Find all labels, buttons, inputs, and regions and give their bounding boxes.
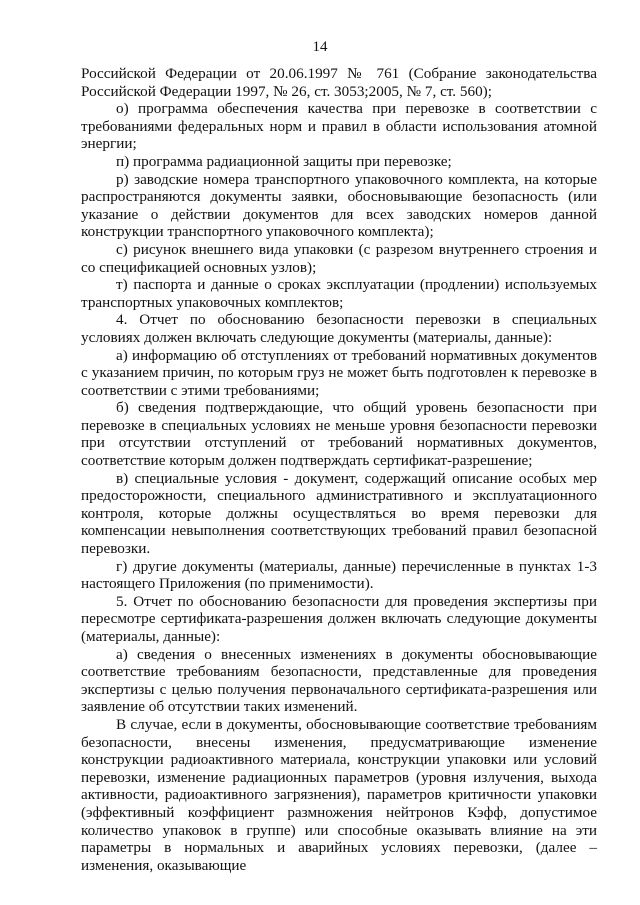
- paragraph-section-4: 4. Отчет по обоснованию безопасности перевозки в специальных условиях должен включать следующие документы (материалы, данные):: [81, 311, 597, 346]
- paragraph-item-a: а) информацию об отступлениях от требований нормативных документов с указанием причин, по которым груз не может быть подготовлен к перевозке в соответствии с этими требованиями;: [81, 346, 597, 399]
- paragraph-item-p: п) программа радиационной защиты при перевозке;: [116, 152, 452, 170]
- paragraph-item-s: с) рисунок внешнего вида упаковки (с разрезом внутреннего строения и со спецификацией основных узлов);: [81, 240, 597, 276]
- paragraph-item-a-5: а) сведения о внесенных изменениях в документы обосновывающие соответствие требованиям безопасности, представленные для проведения экспертизы с целью получения первоначального сертификата-разрешения или заявление об отсутствии таких изменений.: [81, 645, 597, 716]
- paragraph-continuation: Российской Федерации от 20.06.1997 № 761 (Собрание законодательства Российской Федерации 1997, № 26, ст. 3053;2005, № 7, ст. 560);: [81, 65, 597, 100]
- paragraph-item-r: р) заводские номера транспортного упаковочного комплекта, на которые распространяются документы заявки, обосновывающие безопасность (или указание о действии документов для всех заводских номеров данной конструкции транспортного упаковочного комплекта);: [81, 170, 597, 241]
- paragraph-item-g: г) другие документы (материалы, данные) перечисленные в пунктах 1-3 настоящего Приложения (по применимости).: [81, 557, 597, 593]
- paragraph-item-v: в) специальные условия - документ, содержащий описание особых мер предосторожности, специального административного и эксплуатационного контроля, которые должны осуществляться во время перевозки для компенсации невыполнения соответствующих требований правил безопасной перевозки.: [81, 469, 597, 558]
- paragraph-item-b: б) сведения подтверждающие, что общий уровень безопасности при перевозке в специальных условиях не меньше уровня безопасности перевозки при отсутствии отступлений от требований нормативных документов, соответствие которым должен подтверждать сертификат-разрешение;: [81, 399, 597, 470]
- paragraph-item-t: т) паспорта и данные о сроках эксплуатации (продлении) используемых транспортных упаковочных комплектов;: [81, 276, 597, 311]
- paragraph-item-o: о) программа обеспечения качества при перевозке в соответствии с требованиями федеральных норм и правил в области использования атомной энергии;: [81, 100, 597, 153]
- paragraph-changes: В случае, если в документы, обосновывающие соответствие требованиям безопасности, внесены изменения, предусматривающие изменение конструкции радиоактивного материала, конструкции упаковки или условий перевозки, изменение радиационных параметров (уровня излучения, выхода активности, радиоактивного загрязнения), параметров критичности упаковки (эффективный коэффициент размножения нейтронов Кэфф, допустимое количество упаковок в группе) или способные оказывать влияние на эти параметры в нормальных и аварийных условиях перевозки, (далее – изменения, оказывающие: [81, 715, 597, 874]
- paragraph-section-5: 5. Отчет по обоснованию безопасности для проведения экспертизы при пересмотре сертификата-разрешения должен включать следующие документы (материалы, данные):: [81, 592, 597, 645]
- document-body: [81, 65, 597, 874]
- page-number: 14: [312, 39, 328, 55]
